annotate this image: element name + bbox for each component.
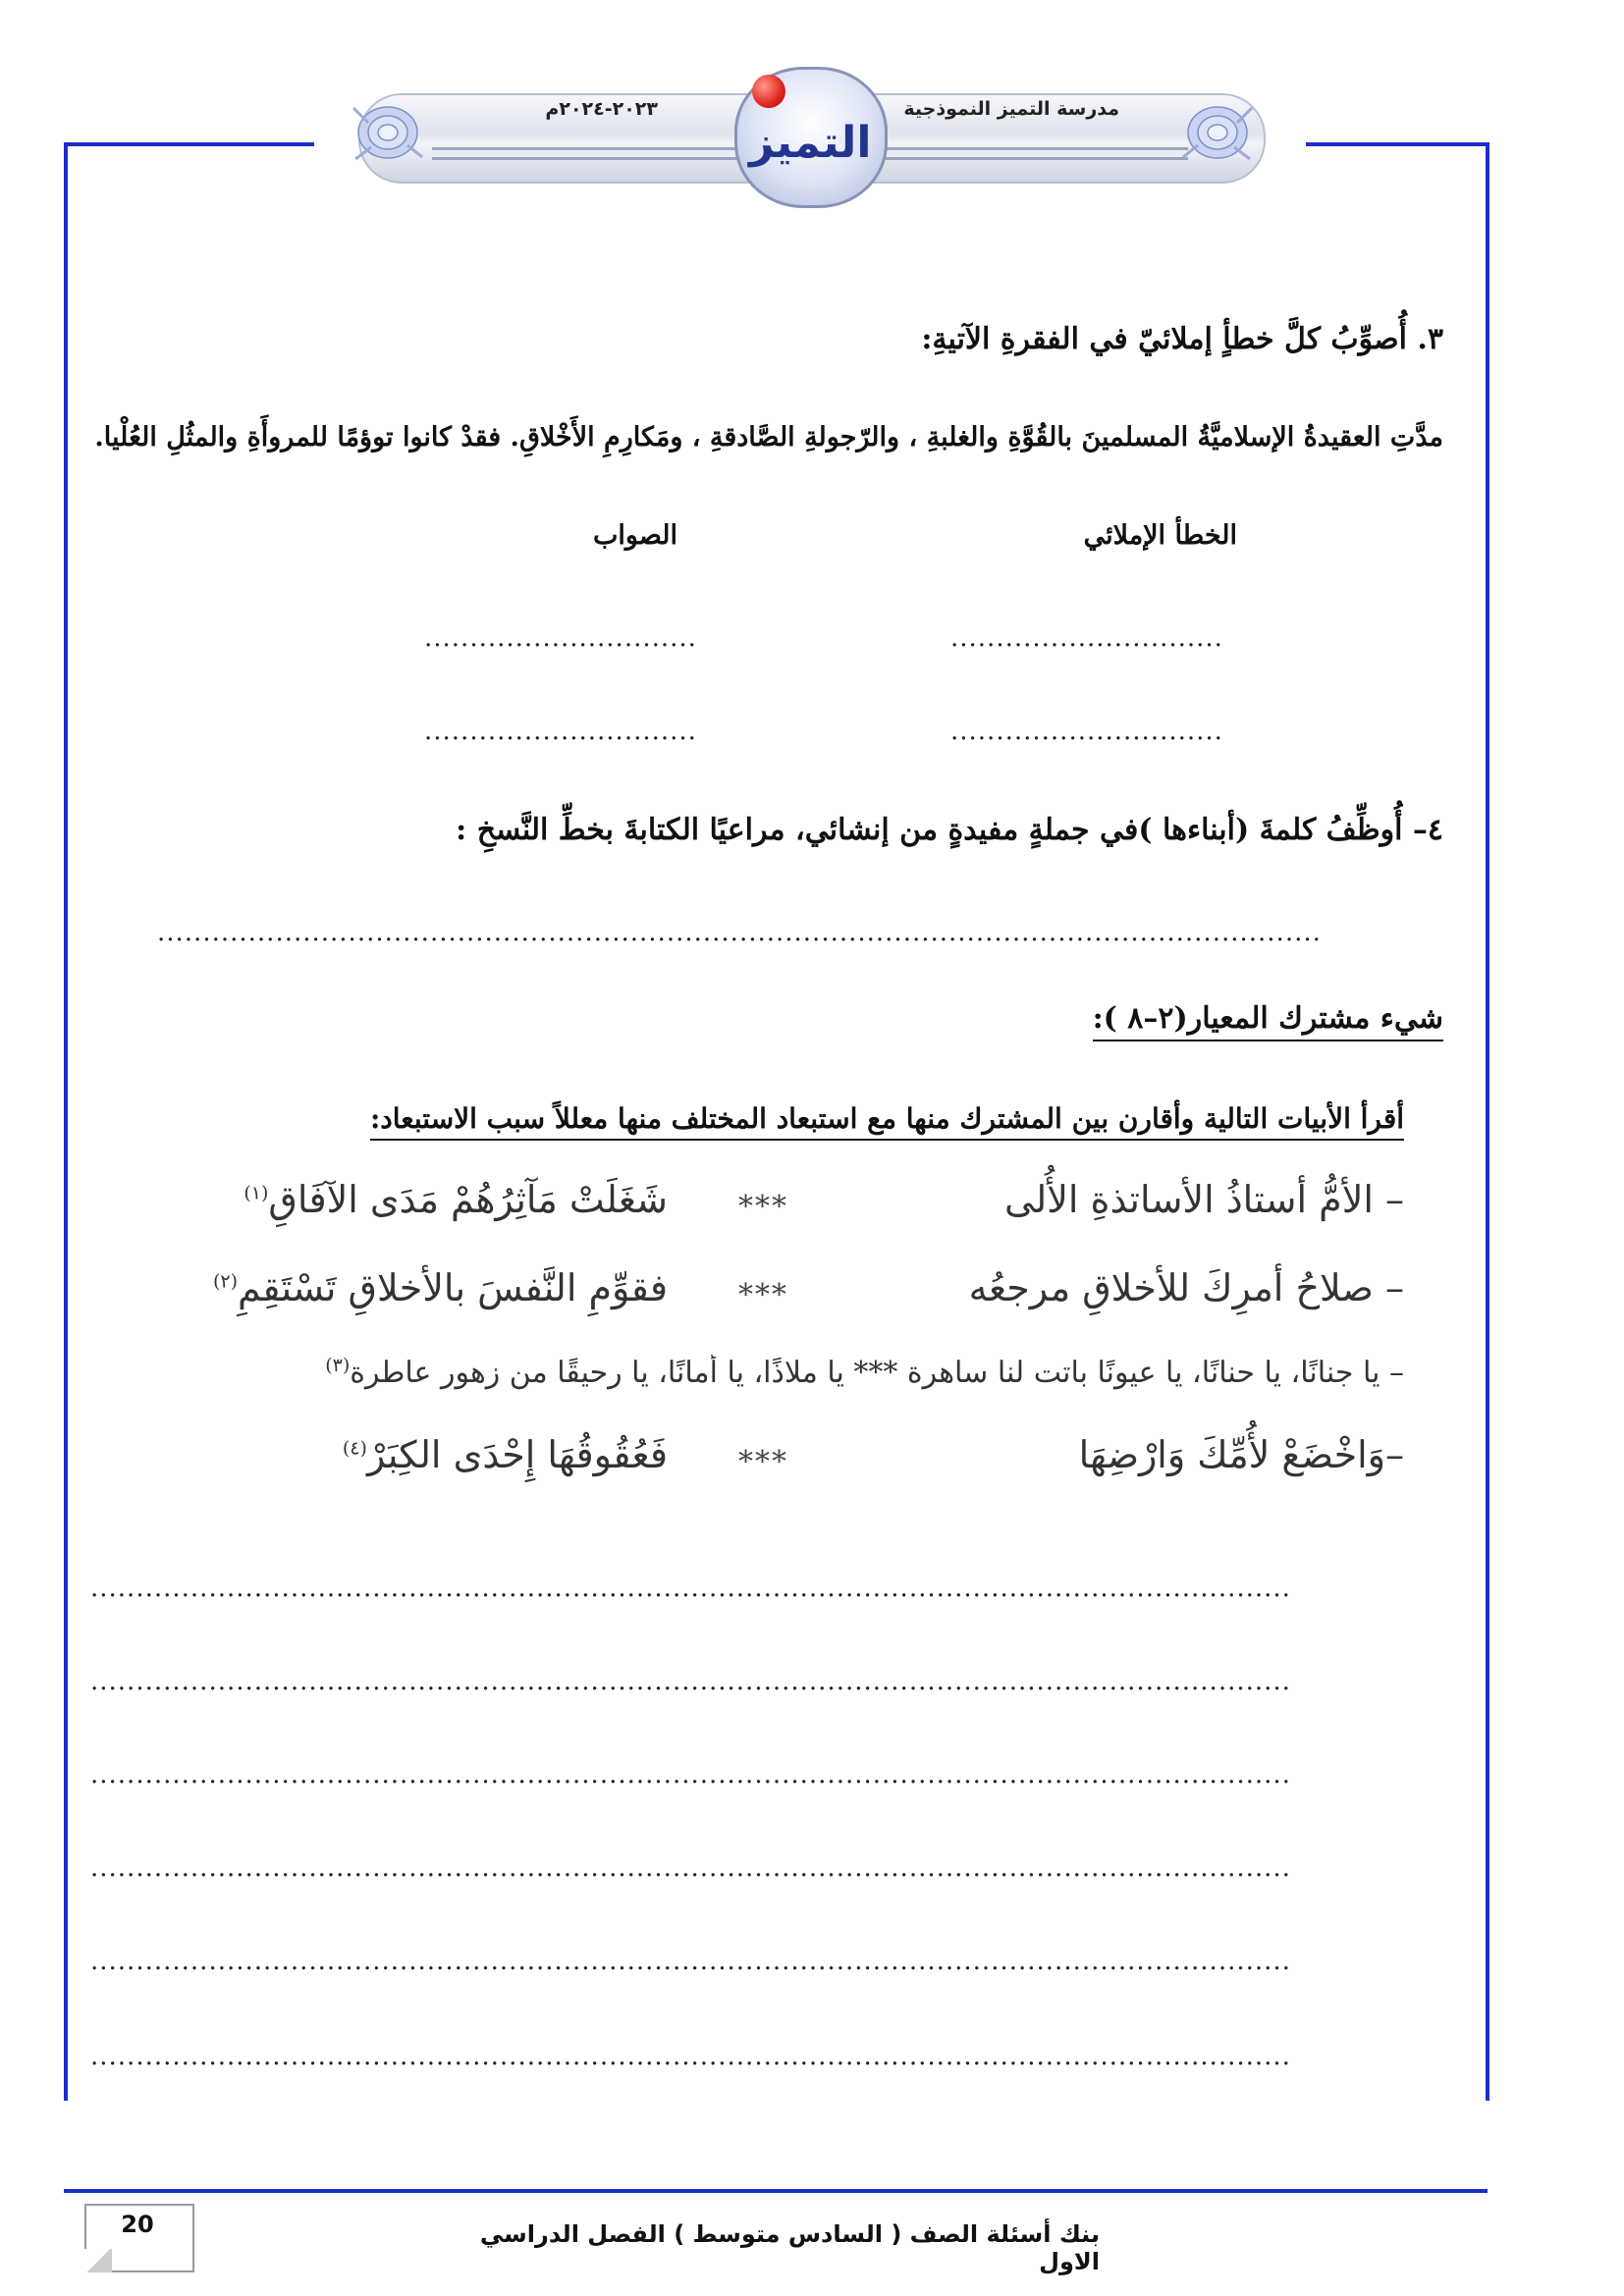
answer-line[interactable]: .................................................................................................................................... bbox=[90, 2042, 1291, 2071]
footer-title: بنك أسئلة الصف ( السادس متوسط ) الفصل الدراسي الاول bbox=[479, 2220, 1100, 2275]
answer-line[interactable]: .................................................................................................................................... bbox=[90, 1853, 1291, 1883]
verse-4-separator: *** bbox=[738, 1445, 788, 1479]
verse-3-footnote: (٣) bbox=[325, 1355, 351, 1376]
logo-text: التميز bbox=[749, 118, 872, 168]
school-name: مدرسة التميز النموذجية bbox=[903, 98, 1119, 120]
answer-blank-correct-1[interactable]: .............................. bbox=[424, 623, 697, 653]
question-4-title: ٤– أُوظِّفُ كلمةَ (أبناءها )في جملةٍ مفيدةٍ من إنشائي، مراعيًا الكتابةَ بخطِّ النَّسخِ : bbox=[456, 813, 1443, 847]
verse-2-separator: *** bbox=[738, 1278, 788, 1312]
answer-line[interactable]: .................................................................................................................................... bbox=[90, 1667, 1291, 1696]
verse-1-footnote: (١) bbox=[244, 1182, 269, 1204]
answer-line[interactable]: .................................................................................................................................... bbox=[90, 1574, 1291, 1603]
answer-blank-error-1[interactable]: .............................. bbox=[950, 623, 1223, 653]
shared-standard-heading: شيء مشترك المعيار(٢–٨ ): bbox=[1093, 1001, 1443, 1041]
answer-blank-correct-2[interactable]: .............................. bbox=[424, 717, 697, 746]
verse-2-first-hemistich: – صلاحُ أمرِكَ للأخلاقِ مرجعُه bbox=[968, 1266, 1404, 1309]
answer-line[interactable]: .................................................................................................................................... bbox=[90, 1947, 1291, 1976]
shared-standard-instruction: أقرأ الأبيات التالية وأقارن بين المشترك منها مع استبعاد المختلف منها معللاً سبب الاستبعاد: bbox=[370, 1102, 1404, 1141]
verse-2-second-hemistich bbox=[177, 1266, 668, 1309]
rose-left-icon bbox=[344, 88, 432, 177]
verse-1-second-text: شَغَلَتْ مَآثِرُهُمْ مَدَى الآفَاقِ bbox=[268, 1178, 668, 1221]
page-number: 20 bbox=[121, 2211, 154, 2238]
verse-1-first-hemistich: – الأمُّ أستاذُ الأساتذةِ الأُلى bbox=[1004, 1178, 1404, 1221]
verse-4-second-text: فَعُقُوقُهَا إِحْدَى الكِبَرْ bbox=[366, 1433, 668, 1476]
verse-3-full bbox=[133, 1355, 1404, 1390]
verse-1-separator: *** bbox=[738, 1190, 788, 1224]
verse-1-second-hemistich bbox=[177, 1178, 668, 1221]
page-corner-fold bbox=[84, 2249, 112, 2272]
verse-4-second-hemistich bbox=[177, 1433, 668, 1476]
frame-top-right bbox=[1306, 142, 1489, 146]
logo-red-ball-icon bbox=[752, 75, 785, 108]
rose-right-icon bbox=[1173, 88, 1262, 177]
frame-left bbox=[64, 142, 68, 2101]
frame-top-left bbox=[64, 142, 314, 146]
verse-3-text: – يا جنانًا، يا حنانًا، يا عيونًا باتت لنا ساهرة *** يا ملاذًا، يا أمانًا، يا رحيقًا من زهورٍ عاطرة bbox=[350, 1356, 1404, 1390]
question-3-title: ٣. أُصوِّبُ كلَّ خطأٍ إملائيّ في الفقرةِ الآتيةِ: bbox=[921, 322, 1443, 356]
footer-divider bbox=[64, 2189, 1488, 2193]
verse-2-footnote: (٢) bbox=[212, 1270, 239, 1293]
answer-line[interactable]: .................................................................................................................................... bbox=[90, 1760, 1291, 1789]
shared-standard-heading-wrap bbox=[1051, 1001, 1443, 1036]
frame-right bbox=[1486, 142, 1489, 2101]
shared-standard-instruction-wrap bbox=[324, 1102, 1404, 1135]
column-header-error: الخطأ الإملائي bbox=[1083, 520, 1237, 551]
question-3-paragraph: مدَّتِ العقيدةُ الإسلاميَّةُ المسلمينَ بالقُوَّةِ والغلبةِ ، والرّجولةِ الصَّادقةِ ، ومَكارِمِ الأَخْلاقِ. فقدْ كانوا توؤمًا للمروأَةِ والمثُلِ العُلْيا. bbox=[94, 422, 1443, 453]
academic-year: ٢٠٢٣-٢٠٢٤م bbox=[545, 98, 658, 120]
verse-4-first-hemistich: –وَاخْضَعْ لأُمِّكَ وَارْضِهَا bbox=[1078, 1433, 1404, 1476]
verse-4-footnote: (٤) bbox=[342, 1437, 367, 1460]
answer-blank-error-2[interactable]: .............................. bbox=[950, 717, 1223, 746]
verse-2-second-text: فقوِّمِ النَّفسَ بالأخلاقِ تَسْتَقِمِ bbox=[238, 1266, 668, 1309]
column-header-correct: الصواب bbox=[592, 520, 677, 551]
answer-line-question-4[interactable]: ................................................................................................................................ bbox=[157, 918, 1322, 947]
